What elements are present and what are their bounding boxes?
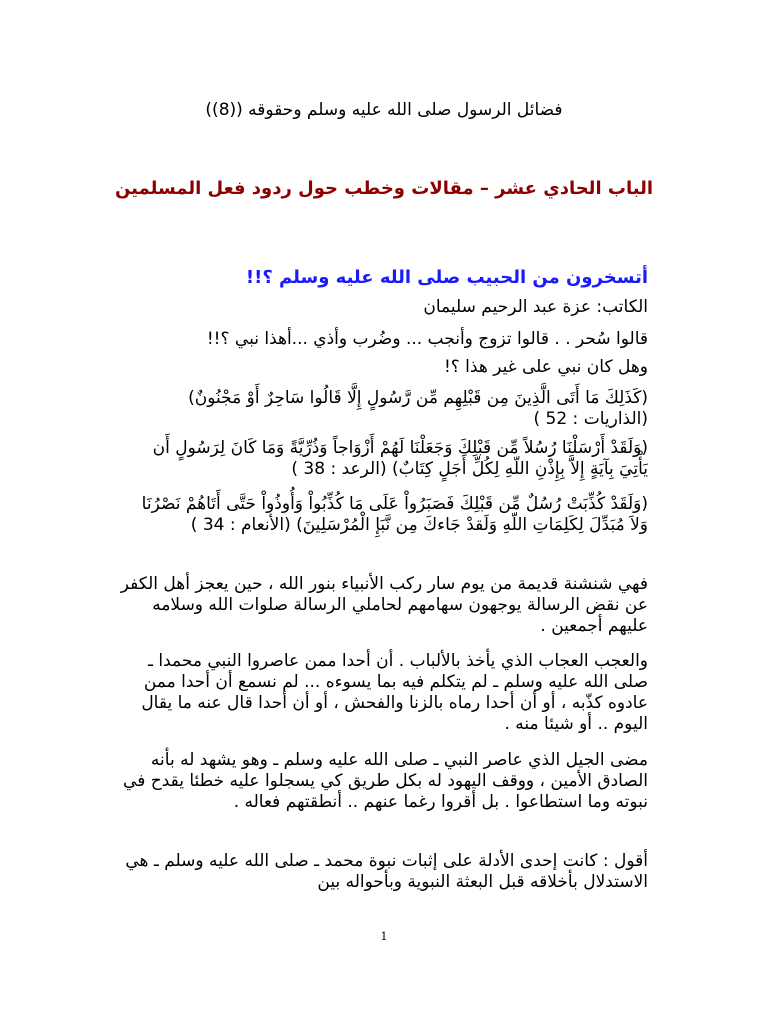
body-paragraph: فهي شنشنة قديمة من يوم سار ركب الأنبياء بنور الله ، حين يعجز أهل الكفر عن نقض الرسالة يوجهون سهامهم لحاملي الرسالة صلوات الله وسلامه عليهم أجمعين .: [120, 574, 648, 636]
page-number: 1: [380, 930, 388, 943]
chapter-heading: الباب الحادي عشر – مقالات وخطب حول ردود فعل المسلمين: [114, 178, 653, 199]
quran-verse: (وَلَقَدْ كُذِّبَتْ رُسُلٌ مِّن قَبْلِكَ فَصَبَرُواْ عَلَى مَا كُذِّبُواْ وَأُوذُواْ حَتَّى أَتَاهُمْ نَصْرُنَا وَلاَ مُبَدِّلَ لِكَلِمَاتِ اللّهِ وَلَقدْ جَاءكَ مِن نَّبَإِ الْمُرْسَلِينَ) (الأنعام : 34 ): [141, 494, 648, 535]
document-title: فضائل الرسول صلى الله عليه وسلم وحقوقه ((8)): [205, 100, 563, 120]
quran-verse: (كَذَلِكَ مَا أَتَى الَّذِينَ مِن قَبْلِهِم مِّن رَّسُولٍ إِلَّا قَالُوا سَاحِرٌ أَوْ مَجْنُونٌ) (الذاريات : 52 ): [188, 388, 648, 429]
verse-block-1: [120, 388, 648, 430]
paragraph-block-2: [120, 651, 648, 735]
paragraph-block-4: [120, 851, 648, 893]
body-paragraph: أقول : كانت إحدى الأدلة على إثبات نبوة محمد ـ صلى الله عليه وسلم ـ هي الاستدلال بأخلاقه قبل البعثة النبوية وبأحواله بين: [125, 851, 648, 892]
quran-verse: (وَلَقَدْ أَرْسَلْنَا رُسُلاً مِّن قَبْلِكَ وَجَعَلْنَا لَهُمْ أَزْوَاجاً وَذُرِّيَّةً وَمَا كَانَ لِرَسُولٍ أَن يَأْتِيَ بِآيَةٍ إِلاَّ بِإِذْنِ اللّهِ لِكُلِّ أَجَلٍ كِتَابٌ) (الرعد : 38 ): [152, 438, 648, 479]
question-line: وهل كان نبي على غير هذا ؟!: [443, 357, 648, 377]
verse-block-2: [120, 438, 648, 480]
paragraph-block-1: [120, 574, 648, 637]
opening-line-block: [120, 329, 648, 350]
paragraph-block-3: [120, 750, 648, 813]
author-line-block: [120, 297, 648, 318]
article-title: أتسخرون من الحبيب صلى الله عليه وسلم ؟!!: [245, 267, 648, 288]
body-paragraph: والعجب العجاب الذي يأخذ بالألباب . أن أحدا ممن عاصروا النبي محمدا ـ صلى الله عليه وسلم ـ لم يتكلم فيه بما يسوءه ... لم نسمع أن أحدا ممن عادوه كذّبه ، أو أن أحدا رماه بالزنا والفحش ، أو أن أحدا قال عنه ما يقال اليوم .. أو شيئا منه .: [141, 651, 648, 734]
opening-line: قالوا سُحر . . قالوا تزوج وأنجب ... وضُرب وأذي ...أهذا نبي ؟!!: [206, 329, 648, 349]
verse-block-3: [120, 494, 648, 536]
author-line: الكاتب: عزة عبد الرحيم سليمان: [423, 297, 648, 317]
body-paragraph: مضى الجيل الذي عاصر النبي ـ صلى الله عليه وسلم ـ وهو يشهد له بأنه الصادق الأمين ، ووقف اليهود له بكل طريق كي يسجلوا عليه خطئا يقدح في نبوته وما استطاعوا . بل أقروا رغما عنهم .. أنطقتهم فعاله .: [123, 750, 648, 812]
question-line-block: [120, 357, 648, 378]
